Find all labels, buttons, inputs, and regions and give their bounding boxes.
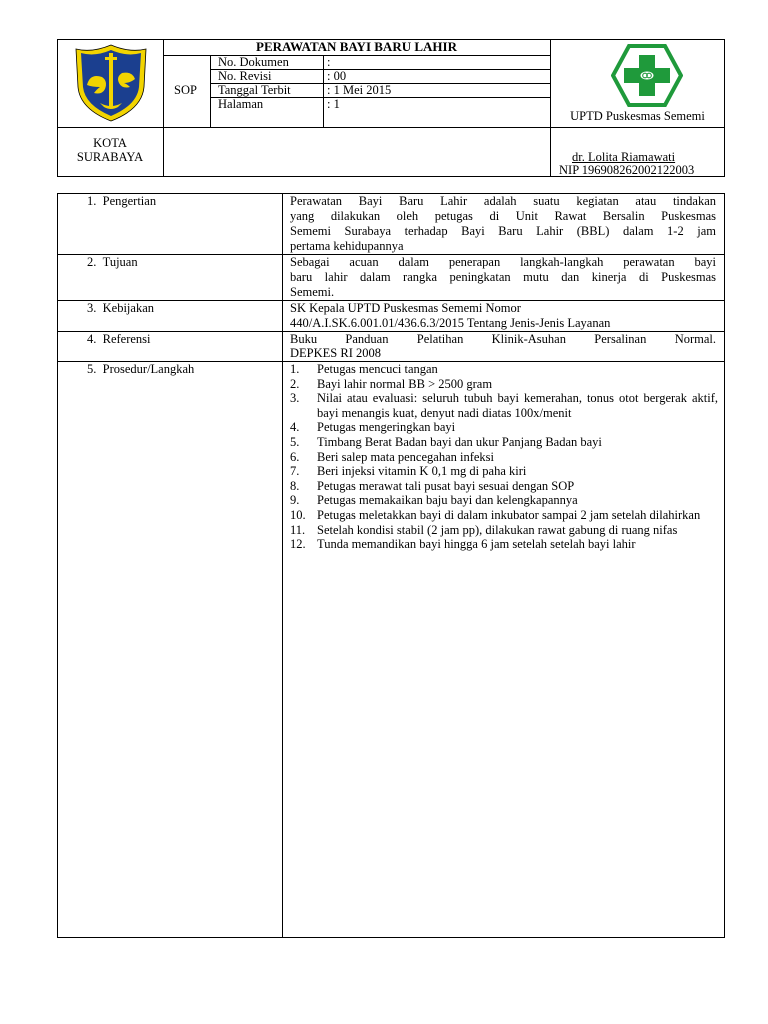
step-text: Nilai atau evaluasi: seluruh tubuh bayi kemerahan, tonus otot bergerak aktif, bayi menangis kuat, denyut nadi diatas 100x/menit bbox=[317, 391, 718, 420]
pengertian-text: Perawatan Bayi Baru Lahir adalah suatu kegiatan atau tindakan bbox=[290, 194, 716, 208]
list-item bbox=[286, 523, 718, 538]
list-item bbox=[286, 435, 718, 450]
step-number: 7. bbox=[290, 464, 300, 479]
signer-name: dr. Lolita Riamawati bbox=[572, 150, 676, 164]
row-label-prosedur: 5. Prosedur/Langkah bbox=[87, 362, 195, 376]
procedure-steps-list bbox=[286, 362, 718, 552]
city-name-line2: SURABAYA bbox=[76, 150, 144, 164]
step-number: 10. bbox=[290, 507, 306, 522]
doc-field-label: Halaman bbox=[218, 97, 264, 111]
pengertian-text: pertama kehidupannya bbox=[290, 239, 404, 253]
tujuan-text: Sememi. bbox=[290, 285, 335, 299]
step-text: Petugas memakaikan baju bayi dan kelengkapannya bbox=[317, 493, 578, 508]
doc-field-label: No. Dokumen bbox=[218, 55, 289, 69]
header-divider bbox=[163, 39, 164, 177]
list-item bbox=[286, 493, 718, 508]
step-text: Petugas merawat tali pusat bayi sesuai dengan SOP bbox=[317, 478, 575, 493]
doc-field-value: : 1 bbox=[327, 97, 340, 111]
step-text: Beri injeksi vitamin K 0,1 mg di paha kiri bbox=[317, 464, 527, 479]
step-number: 9. bbox=[290, 493, 300, 508]
doc-field-value: : 00 bbox=[327, 69, 347, 83]
step-number: 1. bbox=[290, 362, 300, 376]
list-item bbox=[286, 479, 718, 494]
step-number: 3. bbox=[290, 391, 300, 406]
step-number: 5. bbox=[290, 434, 300, 449]
step-text: Setelah kondisi stabil (2 jam pp), dilakukan rawat gabung di ruang nifas bbox=[317, 522, 678, 537]
row-label-kebijakan: 3. Kebijakan bbox=[87, 301, 154, 315]
doc-field-value: : bbox=[327, 55, 331, 69]
signer-nip: NIP 196908262002122003 bbox=[559, 163, 695, 177]
content-column-divider bbox=[282, 193, 283, 938]
puskesmas-logo bbox=[611, 44, 683, 107]
tujuan-text: Sebagai acuan dalam penerapan langkah-langkah perawatan bayi bbox=[290, 255, 716, 269]
step-text: Petugas meletakkan bayi di dalam inkubator sampai 2 jam setelah dilahirkan bbox=[317, 507, 701, 522]
step-text: Tunda memandikan bayi hingga 6 jam setelah setelah bayi lahir bbox=[317, 537, 636, 552]
list-item bbox=[286, 377, 718, 392]
header-divider bbox=[550, 39, 551, 177]
row-label-pengertian: 1. Pengertian bbox=[87, 194, 157, 208]
list-item bbox=[286, 508, 718, 523]
step-number: 12. bbox=[290, 537, 306, 552]
step-text: Timbang Berat Badan bayi dan ukur Panjang Badan bayi bbox=[317, 434, 602, 449]
org-name: UPTD Puskesmas Sememi bbox=[570, 109, 705, 123]
header-divider bbox=[210, 55, 211, 127]
list-item bbox=[286, 391, 718, 420]
tujuan-text: baru lahir dalam rangka peningkatan mutu dan kinerja di Puskesmas bbox=[290, 270, 716, 284]
doc-field-value: : 1 Mei 2015 bbox=[327, 83, 392, 97]
city-name-line1: KOTA bbox=[93, 136, 127, 150]
list-item bbox=[286, 420, 718, 435]
kebijakan-text: SK Kepala UPTD Puskesmas Sememi Nomor bbox=[290, 301, 521, 315]
kebijakan-text: 440/A.I.SK.6.001.01/436.6.3/2015 Tentang Jenis-Jenis Layanan bbox=[290, 316, 611, 330]
list-item bbox=[286, 362, 718, 377]
step-text: Beri salep mata pencegahan infeksi bbox=[317, 449, 495, 464]
referensi-text: Buku Panduan Pelatihan Klinik-Asuhan Persalinan Normal. bbox=[290, 332, 716, 346]
header-divider bbox=[57, 127, 725, 128]
step-text: Petugas mencuci tangan bbox=[317, 362, 438, 376]
sop-label: SOP bbox=[174, 83, 197, 97]
pengertian-text: yang dilakukan oleh petugas di Unit Rawat Bersalin Puskesmas bbox=[290, 209, 716, 223]
list-item bbox=[286, 464, 718, 479]
referensi-text: DEPKES RI 2008 bbox=[290, 346, 381, 360]
step-number: 6. bbox=[290, 449, 300, 464]
doc-field-label: Tanggal Terbit bbox=[218, 83, 291, 97]
pengertian-text: Sememi Surabaya terhadap Bayi Baru Lahir (BBL) dalam 1-2 jam bbox=[290, 224, 716, 238]
list-item bbox=[286, 537, 718, 552]
step-text: Bayi lahir normal BB > 2500 gram bbox=[317, 376, 493, 391]
row-label-tujuan: 2. Tujuan bbox=[87, 255, 138, 269]
step-text: Petugas mengeringkan bayi bbox=[317, 420, 456, 435]
surabaya-emblem-logo bbox=[72, 43, 150, 123]
step-number: 8. bbox=[290, 478, 300, 493]
step-number: 11. bbox=[290, 522, 306, 537]
step-number: 2. bbox=[290, 376, 300, 391]
list-item bbox=[286, 450, 718, 465]
page-title: PERAWATAN BAYI BARU LAHIR bbox=[256, 39, 457, 54]
step-number: 4. bbox=[290, 420, 300, 435]
row-label-referensi: 4. Referensi bbox=[87, 332, 151, 346]
doc-field-label: No. Revisi bbox=[218, 69, 272, 83]
header-divider bbox=[323, 55, 324, 127]
